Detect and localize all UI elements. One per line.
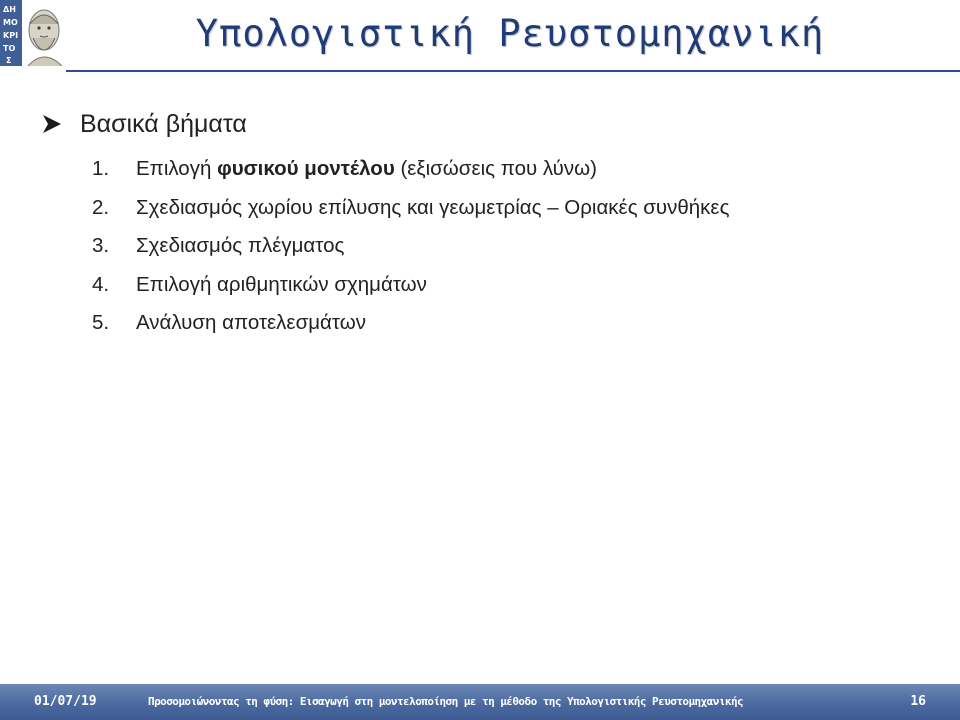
slide-title: Υπολογιστική Ρευστομηχανική (195, 12, 825, 55)
footer-title: Προσομοιώνοντας τη φύση: Εισαγωγή στη μοντελοποίηση με τη μέθοδο της Υπολογιστικής Ρευστομηχανικής (148, 695, 744, 708)
step-number: 2. (92, 195, 110, 219)
list-item (40, 227, 940, 266)
svg-text:ΤΟ: ΤΟ (3, 44, 16, 53)
step-number: 5. (92, 311, 110, 335)
steps-list (40, 150, 940, 343)
step-number: 4. (92, 272, 110, 296)
arrow-bullet-icon (40, 113, 64, 135)
list-item (40, 189, 940, 228)
list-item (40, 304, 940, 343)
step-text: Επιλογή αριθμητικών σχημάτων (136, 272, 427, 296)
step-text: Επιλογή φυσικού μοντέλου (εξισώσεις που λύνω) (136, 157, 597, 181)
step-number: 3. (92, 234, 110, 258)
main-bullet-text: Βασικά βήματα (80, 109, 247, 138)
page-number: 16 (910, 694, 926, 709)
main-bullet (40, 104, 940, 144)
democritus-logo-icon (0, 0, 66, 66)
slide-footer (0, 684, 960, 720)
university-logo (0, 0, 66, 66)
step-text: Σχεδιασμός πλέγματος (136, 234, 345, 258)
step-emphasis: φυσικού μοντέλου (217, 157, 395, 181)
title-divider (66, 70, 960, 72)
footer-date: 01/07/19 (34, 694, 97, 709)
list-item (40, 150, 940, 189)
svg-text:Σ: Σ (6, 56, 12, 65)
step-text: Ανάλυση αποτελεσμάτων (136, 311, 366, 335)
svg-text:ΚΡΙ: ΚΡΙ (3, 31, 19, 40)
step-text: Σχεδιασμός χωρίου επίλυσης και γεωμετρίας – Οριακές συνθήκες (136, 195, 730, 219)
list-item (40, 266, 940, 305)
svg-text:ΜΟ: ΜΟ (3, 18, 18, 27)
svg-text:ΔΗ: ΔΗ (3, 5, 16, 14)
slide-content (40, 104, 940, 343)
step-number: 1. (92, 157, 110, 181)
